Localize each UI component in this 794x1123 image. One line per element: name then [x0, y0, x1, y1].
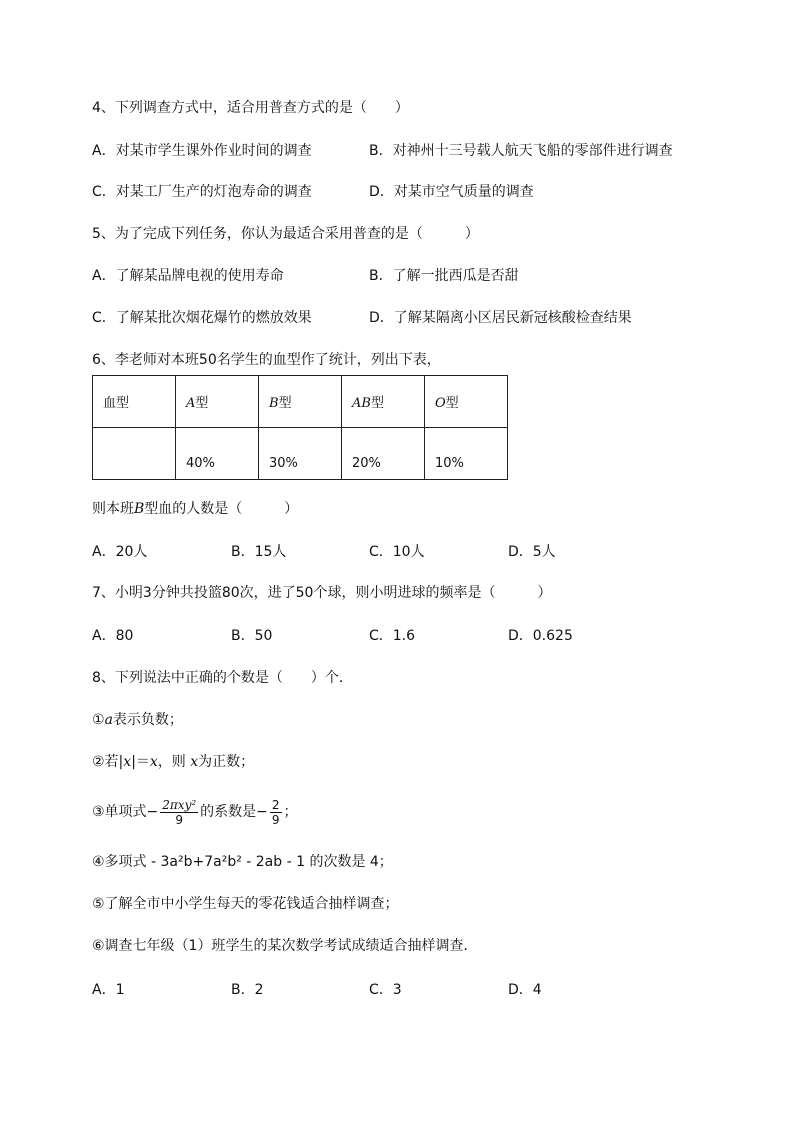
q8-option-a: A．1 [92, 982, 125, 998]
q8-statement-1: ①a表示负数； [92, 712, 183, 728]
q8-statement-4: ④多项式 - 3a²b+7a²b² - 2ab - 1 的次数是 4； [92, 854, 393, 870]
table-cell: 血型 [93, 376, 176, 428]
q8-option-b: B．2 [231, 982, 264, 998]
q8-statement-6: ⑥调查七年级（1）班学生的某次数学考试成绩适合抽样调查． [92, 938, 478, 954]
q8-option-d: D．4 [508, 982, 542, 998]
table-cell: 40% [176, 428, 259, 480]
q8-stem: 8、下列说法中正确的个数是（ ）个． [92, 670, 353, 686]
table-cell: O型 [425, 376, 508, 428]
fraction: $\frac{2}{9}$ [271, 797, 280, 827]
table-cell: AB型 [342, 376, 425, 428]
table-cell [93, 428, 176, 480]
q7-option-a: A．80 [92, 628, 134, 644]
q6-option-b: B．15人 [231, 544, 287, 560]
table-cell: 10% [425, 428, 508, 480]
q6-option-d: D．5人 [508, 544, 556, 560]
table-cell: A型 [176, 376, 259, 428]
q4-stem: 4、下列调查方式中，适合用普查方式的是（ ） [92, 100, 409, 116]
q6-option-a: A．20人 [92, 544, 148, 560]
q4-option-b: B．对神州十三号载人航天飞船的零部件进行调查 [369, 143, 673, 159]
q5-stem: 5、为了完成下列任务，你认为最适合采用普查的是（ ） [92, 226, 479, 242]
q8-statement-3: ③单项式− $\frac{\text{2πxy²}}{9}$ 的系数是− $\frac{2}{9}$ ； [92, 797, 298, 827]
q8-statement-2: ②若|x|＝x，则 x为正数； [92, 754, 255, 770]
q7-option-c: C．1.6 [369, 628, 416, 644]
q7-option-b: B．50 [231, 628, 273, 644]
q6-ask: 则本班B型血的人数是（ ） [92, 501, 299, 517]
q4-option-d: D．对某市空气质量的调查 [369, 184, 534, 200]
fraction: $\frac{\text{2πxy²}}{9}$ [162, 797, 197, 827]
q5-option-b: B．了解一批西瓜是否甜 [369, 268, 519, 284]
q7-option-d: D．0.625 [508, 628, 573, 644]
q5-option-d: D．了解某隔离小区居民新冠核酸检查结果 [369, 310, 632, 326]
q7-stem: 7、小明3分钟共投篮80次，进了50个球，则小明进球的频率是（ ） [92, 585, 552, 601]
table-cell: 20% [342, 428, 425, 480]
q8-option-c: C．3 [369, 982, 402, 998]
table-cell: 30% [259, 428, 342, 480]
blood-type-table [92, 375, 508, 480]
q6-stem: 6、李老师对本班50名学生的血型作了统计，列出下表， [92, 352, 441, 368]
q4-option-a: A．对某市学生课外作业时间的调查 [92, 143, 312, 159]
table-header-row [93, 376, 508, 428]
q4-option-c: C．对某工厂生产的灯泡寿命的调查 [92, 184, 312, 200]
q6-option-c: C．10人 [369, 544, 425, 560]
q5-option-a: A．了解某品牌电视的使用寿命 [92, 268, 284, 284]
q8-statement-5: ⑤了解全市中小学生每天的零花钱适合抽样调查； [92, 896, 399, 912]
table-row [93, 428, 508, 480]
table-cell: B型 [259, 376, 342, 428]
q5-option-c: C．了解某批次烟花爆竹的燃放效果 [92, 310, 312, 326]
